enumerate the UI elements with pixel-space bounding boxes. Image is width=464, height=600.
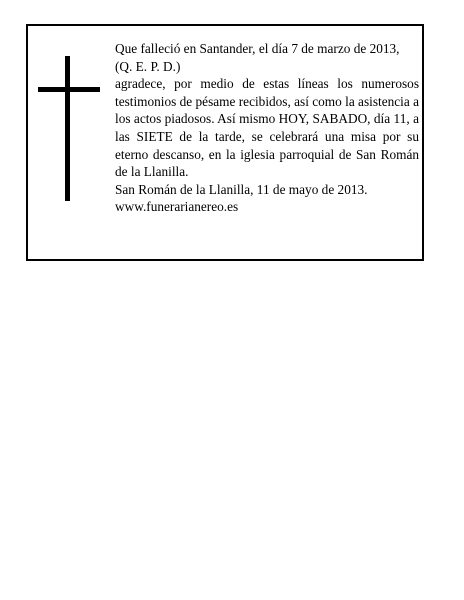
obituary-notice xyxy=(26,24,424,261)
cross-icon xyxy=(38,56,100,201)
rip-line: (Q. E. P. D.) xyxy=(115,58,181,74)
cross-vertical-bar xyxy=(65,56,70,201)
place-date-line: San Román de la Llanilla, 11 de mayo de 2013. xyxy=(115,181,368,197)
death-date-line: Que falleció en Santander, el día 7 de marzo de 2013, xyxy=(115,41,400,56)
website-text: www.funerarianereo.es xyxy=(115,199,239,215)
cross-horizontal-bar xyxy=(38,87,100,92)
notice-text xyxy=(115,40,419,216)
notice-body: agradece, por medio de estas líneas los numerosos testimonios de pésame recibidos, así como la asistencia a los actos piadosos. Así mismo HOY, SABADO, día 11, a las SIETE de la tarde, se celebrará una misa por su eterno descanso, en la iglesia parroquial de San Román de la Llanilla. xyxy=(115,76,419,180)
